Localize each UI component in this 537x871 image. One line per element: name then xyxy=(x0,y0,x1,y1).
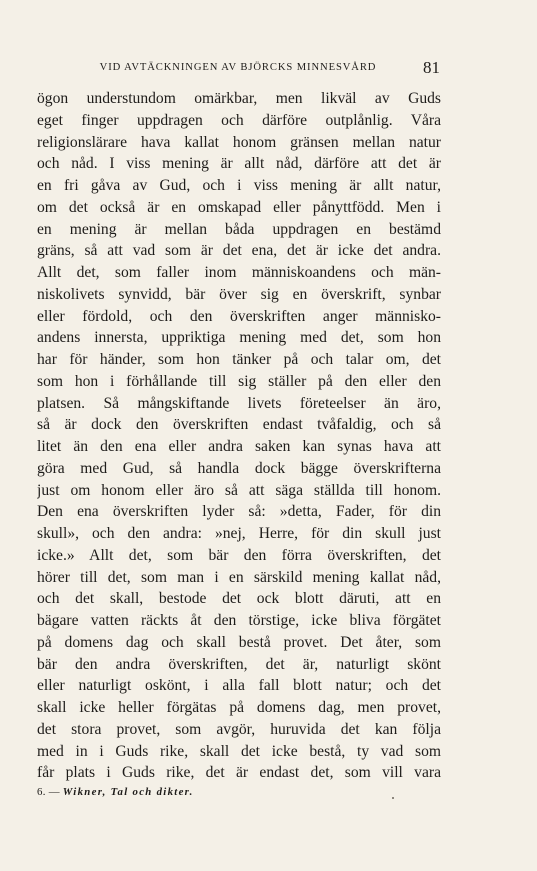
text-line: gräns, så att vad som är det ena, det är icke det andra. xyxy=(37,242,441,260)
text-line: ögon understundom omärkbar, men likväl av Guds xyxy=(37,90,441,107)
text-line: en fri gåva av Gud, och i viss mening är allt natur, xyxy=(37,177,441,194)
text-line: bär den andra överskriften, det är, naturligt skönt xyxy=(37,655,441,673)
text-line: bägare vatten räckts åt den törstige, icke bliva förgätet xyxy=(37,612,441,629)
text-line: Allt det, som faller inom människoandens och män- xyxy=(37,264,441,281)
text-line: och nåd. I viss mening är allt nåd, därföre att det är xyxy=(37,155,441,173)
running-title: VID AVTÄCKNINGEN AV BJÖRCKS MINNESVÅRD xyxy=(99,62,377,73)
text-line: skull», och den andra: »nej, Herre, för din skull just xyxy=(37,525,441,542)
signature-title: Wikner, Tal och dikter. xyxy=(62,786,194,798)
text-line: eller naturligt oskönt, i alla fall blott natur; och det xyxy=(37,677,441,695)
text-line: eget finger uppdragen och därföre outplånlig. Våra xyxy=(37,111,441,129)
text-line: Den ena överskriften lyder så: »detta, Fader, för din xyxy=(37,503,441,521)
text-line: får plats i Guds rike, det är endast det, som vill vara xyxy=(37,764,441,782)
text-line: och det skall, bestode det ock blott däruti, att en xyxy=(37,590,441,608)
text-line: göra med Gud, så handla dock bägge överskrifterna xyxy=(37,459,441,477)
paper-speck xyxy=(392,797,394,799)
text-line: andens innersta, uppriktiga mening med det, som hon xyxy=(37,329,441,347)
signature-number: 6. — xyxy=(37,786,60,798)
text-line: hörer till det, som man i en särskild mening kallat nåd, xyxy=(37,568,441,586)
text-line: icke.» Allt det, som bär den förra överskriften, det xyxy=(37,546,441,564)
signature-mark xyxy=(37,786,194,798)
page-number: 81 xyxy=(423,58,440,77)
text-line: niskolivets synvidd, bär över sig en överskrift, synbar xyxy=(37,285,441,303)
text-line: skall icke heller förgätas på domens dag, men provet, xyxy=(37,699,441,716)
text-line: om det också är en omskapad eller pånyttfödd. Men i xyxy=(37,198,441,216)
text-line: litet än den ena eller andra saken kan synas hava att xyxy=(37,438,441,455)
text-line: platsen. Så mångskiftande livets företeelser än äro, xyxy=(37,394,441,412)
text-line: med in i Guds rike, skall det icke bestå, ty vad som xyxy=(37,742,441,760)
text-line: har för händer, som hon tänker på och talar om, det xyxy=(37,351,441,368)
text-line: på domens dag och skall bestå provet. Det åter, som xyxy=(37,633,441,651)
text-line: en mening är mellan båda uppdragen en bestämd xyxy=(37,220,441,238)
text-line: så är dock den överskriften endast tvåfaldig, och så xyxy=(37,416,441,434)
text-line: eller fördold, och den överskriften anger människo- xyxy=(37,307,441,325)
body-text xyxy=(37,88,441,784)
text-line: religionslärare hava kallat honom gränsen mellan natur xyxy=(37,133,441,151)
text-line: det stora provet, som avgör, huruvida det kan följa xyxy=(37,720,441,738)
text-line: som hon i förhållande till sig ställer på den eller den xyxy=(37,372,441,390)
text-line: just om honom eller äro så att säga ställda till honom. xyxy=(37,481,441,499)
